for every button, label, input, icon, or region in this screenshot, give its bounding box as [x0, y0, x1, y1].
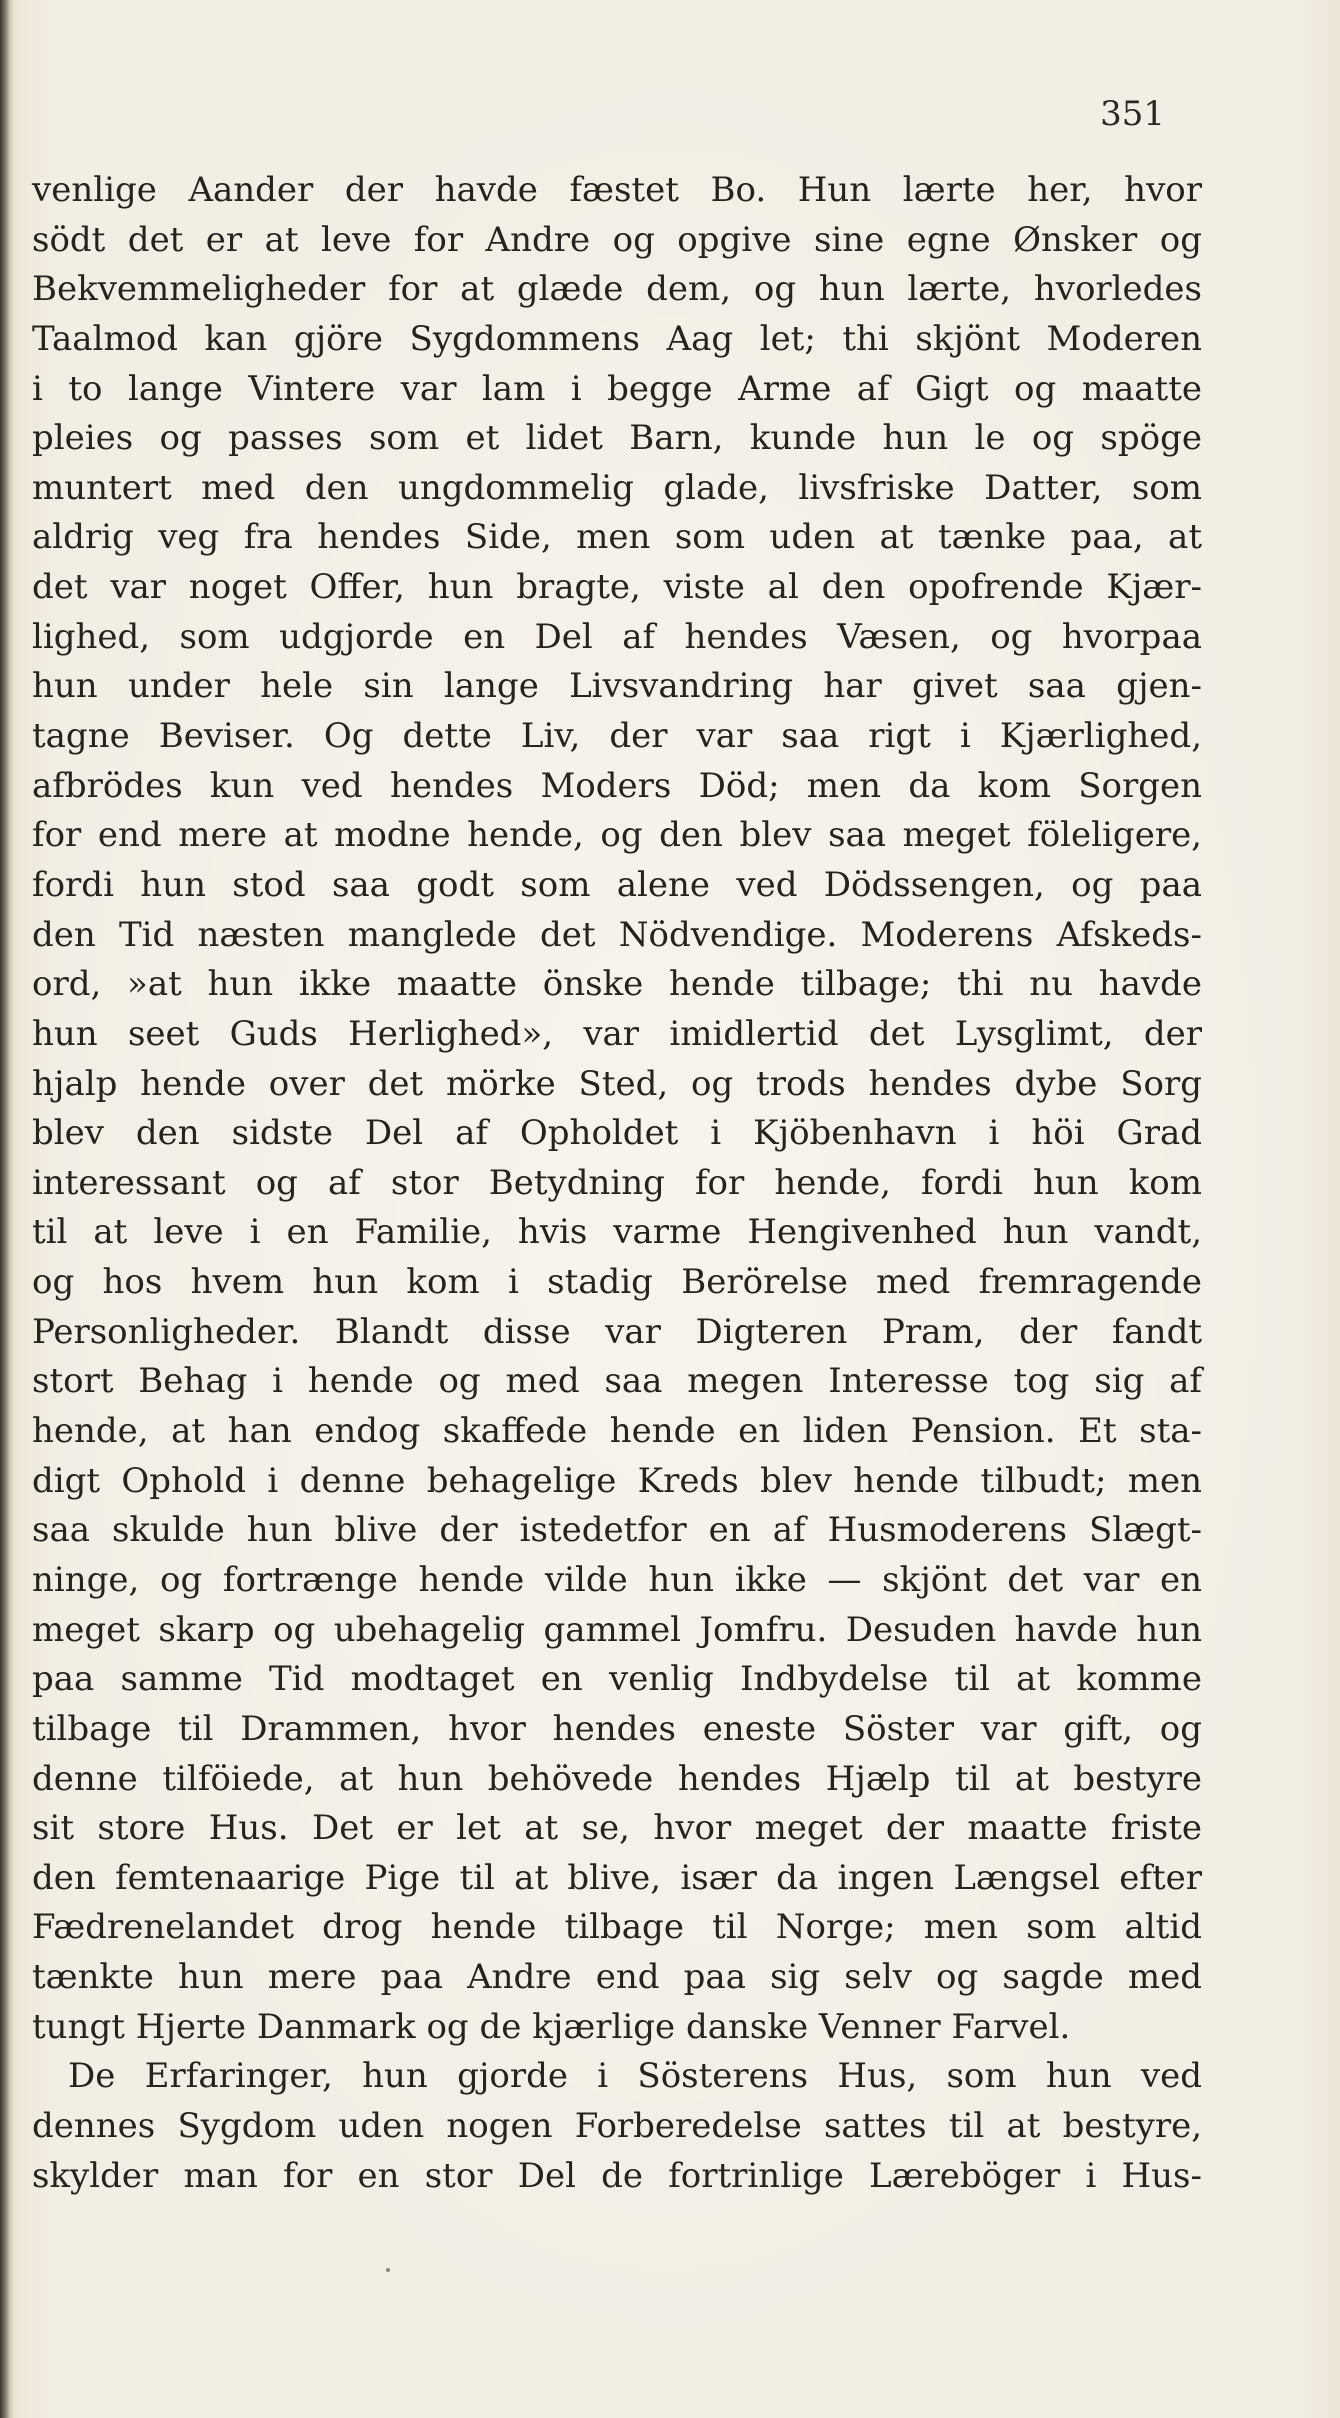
text-line: hende, at han endog skaffede hende en liden Pension. Et sta- [32, 1411, 1202, 1452]
text-line: Bekvemmeligheder for at glæde dem, og hun lærte, hvorledes [32, 269, 1202, 310]
paragraph-start-line: De Erfaringer, hun gjorde i Sösterens Hus, som hun ved [68, 2056, 1202, 2097]
text-line: Taalmod kan gjöre Sygdommens Aag let; thi skjönt Moderen [32, 318, 1202, 359]
text-line: aldrig veg fra hendes Side, men som uden at tænke paa, at [32, 517, 1202, 558]
text-line: denne tilföiede, at hun behövede hendes Hjælp til at bestyre [32, 1758, 1202, 1799]
text-line: tagne Beviser. Og dette Liv, der var saa rigt i Kjærlighed, [32, 716, 1202, 757]
text-line: og hos hvem hun kom i stadig Berörelse med fremragende [32, 1262, 1202, 1303]
text-line: ninge, og fortrænge hende vilde hun ikke — skjönt det var en [32, 1559, 1202, 1600]
text-line: tungt Hjerte Danmark og de kjærlige danske Venner Farvel. [32, 2006, 1071, 2047]
text-line: skylder man for en stor Del de fortrinlige Læreböger i Hus- [32, 2155, 1202, 2196]
page-number: 351 [1100, 94, 1165, 134]
text-line: den Tid næsten manglede det Nödvendige. Moderens Afskeds- [32, 914, 1202, 955]
text-line: tilbage til Drammen, hvor hendes eneste Söster var gift, og [32, 1708, 1202, 1749]
text-line: Fædrenelandet drog hende tilbage til Norge; men som altid [32, 1907, 1202, 1948]
text-line: saa skulde hun blive der istedetfor en af Husmoderens Slægt- [32, 1510, 1202, 1551]
text-line: meget skarp og ubehagelig gammel Jomfru. Desuden havde hun [32, 1609, 1202, 1650]
page-binding-edge [0, 0, 14, 2418]
text-line: Personligheder. Blandt disse var Digteren Pram, der fandt [32, 1311, 1202, 1352]
text-line: paa samme Tid modtaget en venlig Indbydelse til at komme [32, 1659, 1202, 1700]
text-line: sit store Hus. Det er let at se, hvor meget der maatte friste [32, 1808, 1202, 1849]
text-line: lighed, som udgjorde en Del af hendes Væsen, og hvorpaa [32, 616, 1202, 657]
body-text [32, 166, 1202, 2201]
text-line: muntert med den ungdommelig glade, livsfriske Datter, som [32, 467, 1202, 508]
text-line: dennes Sygdom uden nogen Forberedelse sattes til at bestyre, [32, 2105, 1202, 2146]
text-line: tænkte hun mere paa Andre end paa sig selv og sagde med [32, 1957, 1202, 1998]
text-line: den femtenaarige Pige til at blive, især da ingen Længsel efter [32, 1857, 1202, 1898]
text-line: for end mere at modne hende, og den blev saa meget föleligere, [32, 815, 1202, 856]
text-line: pleies og passes som et lidet Barn, kunde hun le og spöge [32, 418, 1202, 459]
text-line: til at leve i en Familie, hvis varme Hengivenhed hun vandt, [32, 1212, 1202, 1253]
text-line: stort Behag i hende og med saa megen Interesse tog sig af [32, 1361, 1202, 1402]
text-line: venlige Aander der havde fæstet Bo. Hun lærte her, hvor [32, 170, 1202, 210]
paper-speck [386, 2268, 390, 2272]
text-line: det var noget Offer, hun bragte, viste al den opofrende Kjær- [32, 567, 1202, 608]
text-line: hjalp hende over det mörke Sted, og trods hendes dybe Sorg [32, 1063, 1202, 1104]
text-line: hun seet Guds Herlighed», var imidlertid det Lysglimt, der [32, 1013, 1202, 1054]
text-line: södt det er at leve for Andre og opgive sine egne Ønsker og [32, 219, 1202, 260]
text-line: fordi hun stod saa godt som alene ved Dödssengen, og paa [32, 864, 1202, 905]
text-line: ord, »at hun ikke maatte önske hende tilbage; thi nu havde [32, 964, 1202, 1005]
text-line: digt Ophold i denne behagelige Kreds blev hende tilbudt; men [32, 1460, 1202, 1501]
text-line: blev den sidste Del af Opholdet i Kjöbenhavn i höi Grad [32, 1113, 1202, 1154]
text-line: hun under hele sin lange Livsvandring har givet saa gjen- [32, 666, 1202, 707]
text-line: i to lange Vintere var lam i begge Arme af Gigt og maatte [32, 368, 1202, 409]
text-line: interessant og af stor Betydning for hende, fordi hun kom [32, 1162, 1202, 1203]
text-line: afbrödes kun ved hendes Moders Död; men da kom Sorgen [32, 765, 1202, 806]
